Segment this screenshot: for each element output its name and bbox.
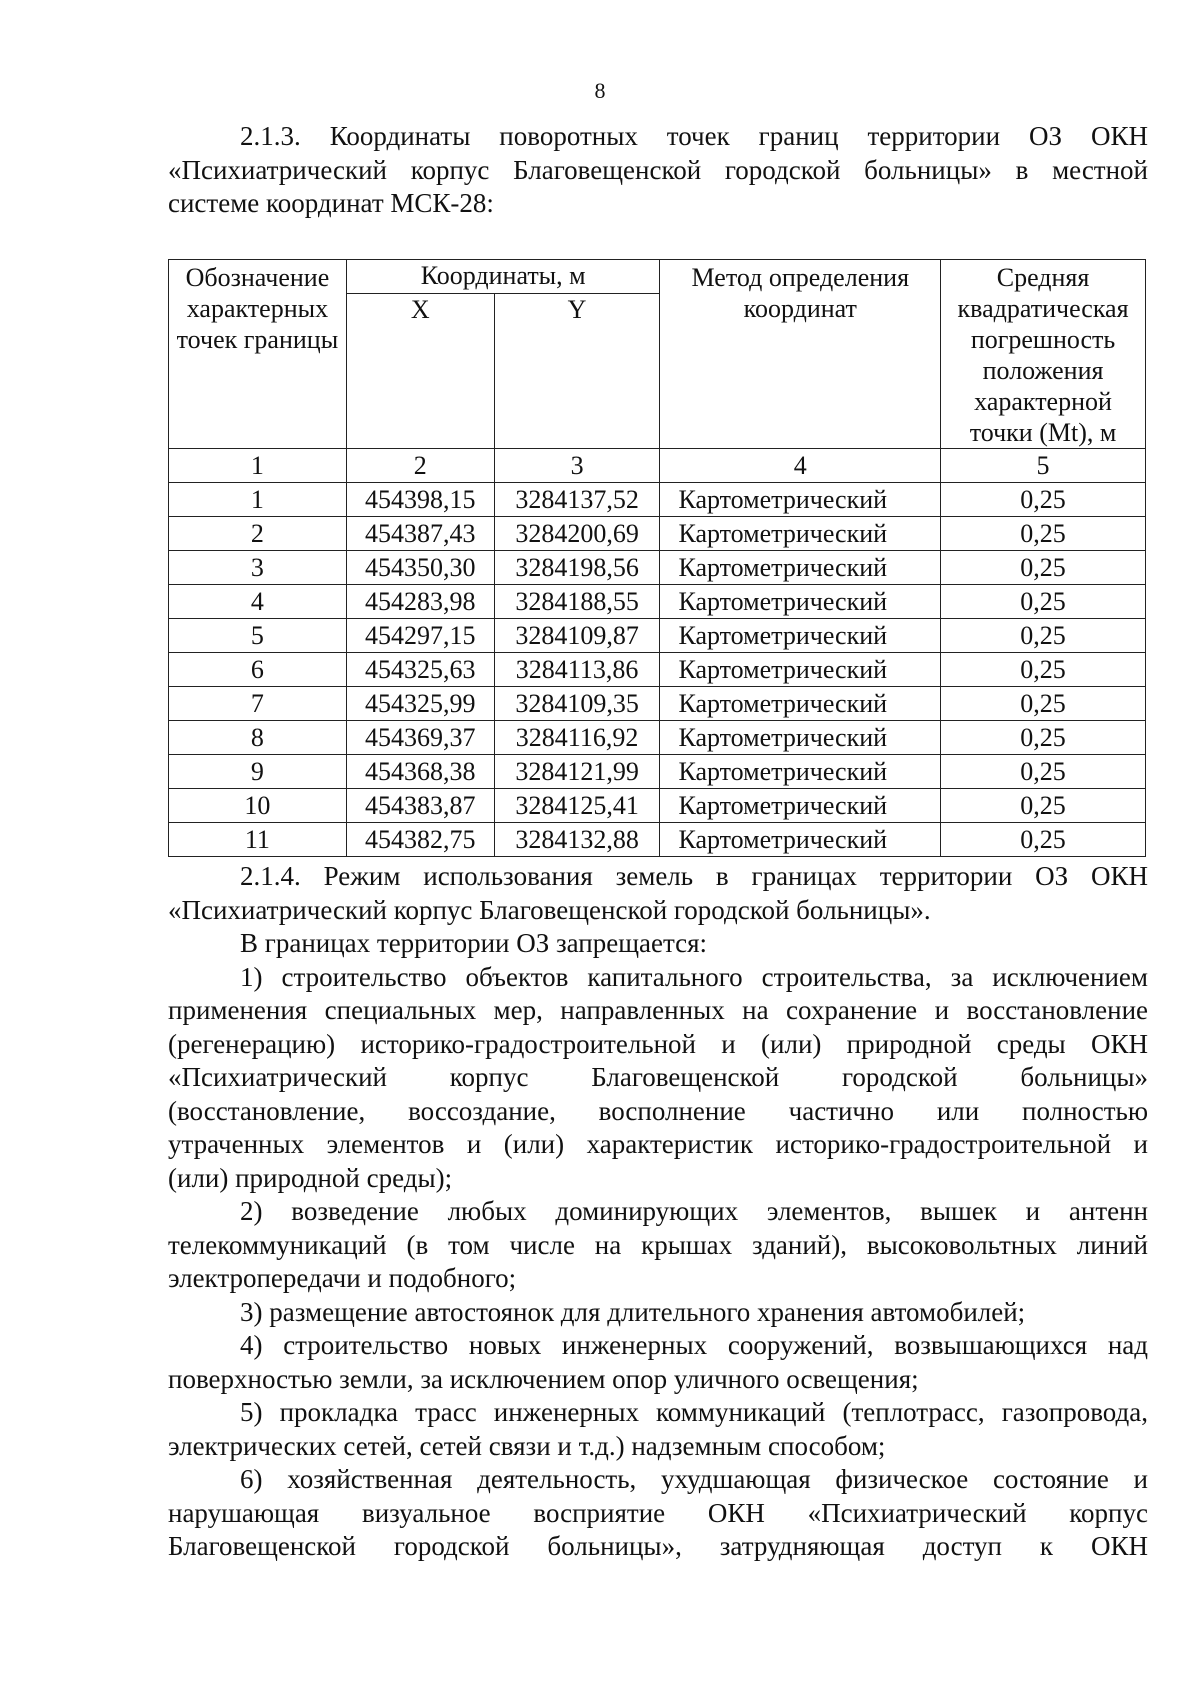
y-coordinate-cell: 3284109,35 [494,687,660,721]
y-coordinate-cell: 3284109,87 [494,619,660,653]
error-cell: 0,25 [941,551,1146,585]
table-row [169,585,1146,619]
header-mean-square-error: Средняя квадратическая погрешность положения характерной точки (Mt), м [941,260,1146,449]
point-number-cell: 8 [169,721,347,755]
table-row [169,653,1146,687]
method-cell: Картометрический [660,483,941,517]
text-line: нарушающая визуальное восприятие ОКН «Психиатрический корпус [168,1497,1148,1528]
text-line: (регенерацию) историко-градостроительной и (или) природной среды ОКН [168,1028,1148,1059]
prohibition-item-2 [168,1195,1148,1296]
text-line: «Психиатрический корпус Благовещенской городской больницы» [168,1062,1148,1092]
x-coordinate-cell: 454325,99 [346,687,494,721]
y-coordinate-cell: 3284188,55 [494,585,660,619]
text-line: электрических сетей, сетей связи и т.д.) надземным способом; [168,1430,886,1461]
point-number-cell: 1 [169,483,347,517]
method-cell: Картометрический [660,789,941,823]
text-line: (восстановление, воссоздание, восполнение частично или полностью [168,1095,1148,1126]
section-2-1-4 [168,860,1148,1564]
x-coordinate-cell: 454382,75 [346,823,494,857]
point-number-cell: 2 [169,517,347,551]
y-coordinate-cell: 3284132,88 [494,823,660,857]
text-line: 2) возведение любых доминирующих элементов, вышек и антенн [240,1196,1148,1226]
point-number-cell: 5 [169,619,347,653]
text-line: 1) строительство объектов капитального строительства, за исключением [240,961,1148,992]
text-line: 5) прокладка трасс инженерных коммуникаций (теплотрасс, газопровода, [240,1397,1148,1427]
prohibition-item-6 [168,1463,1148,1564]
error-cell: 0,25 [941,483,1146,517]
text-line: «Психиатрический корпус Благовещенской городской больницы» в местной [168,154,1148,185]
method-cell: Картометрический [660,517,941,551]
table-row [169,483,1146,517]
y-coordinate-cell: 3284121,99 [494,755,660,789]
method-cell: Картометрический [660,823,941,857]
method-cell: Картометрический [660,551,941,585]
x-coordinate-cell: 454297,15 [346,619,494,653]
y-coordinate-cell: 3284113,86 [494,653,660,687]
column-number: 2 [346,449,494,483]
section-2-1-3-intro [168,120,1148,221]
point-number-cell: 4 [169,585,347,619]
error-cell: 0,25 [941,585,1146,619]
prohibition-item-3 [168,1296,1148,1330]
method-cell: Картометрический [660,721,941,755]
column-number: 3 [494,449,660,483]
text-line: утраченных элементов и (или) характеристик историко-градостроительной и [168,1129,1148,1159]
text-line: применения специальных мер, направленных на сохранение и восстановление [168,995,1148,1025]
x-coordinate-cell: 454383,87 [346,789,494,823]
table-row [169,721,1146,755]
x-coordinate-cell: 454398,15 [346,483,494,517]
column-number-row [169,449,1146,483]
point-number-cell: 3 [169,551,347,585]
error-cell: 0,25 [941,755,1146,789]
text-line: 6) хозяйственная деятельность, ухудшающая физическое состояние и [240,1464,1148,1494]
table-row [169,551,1146,585]
prohibitions-intro: В границах территории ОЗ запрещается: [240,928,708,958]
error-cell: 0,25 [941,823,1146,857]
x-coordinate-cell: 454369,37 [346,721,494,755]
error-cell: 0,25 [941,721,1146,755]
point-number-cell: 7 [169,687,347,721]
x-coordinate-cell: 454283,98 [346,585,494,619]
page-number: 8 [594,78,606,103]
error-cell: 0,25 [941,653,1146,687]
coordinates-table [168,259,1146,857]
y-coordinate-cell: 3284116,92 [494,721,660,755]
header-point-designation: Обозначение характерных точек границы [169,260,347,449]
error-cell: 0,25 [941,517,1146,551]
header-method: Метод определения координат [660,260,941,449]
x-coordinate-cell: 454350,30 [346,551,494,585]
method-cell: Картометрический [660,619,941,653]
error-cell: 0,25 [941,687,1146,721]
column-number: 5 [941,449,1146,483]
table-row [169,755,1146,789]
column-number: 4 [660,449,941,483]
x-coordinate-cell: 454368,38 [346,755,494,789]
error-cell: 0,25 [941,789,1146,823]
y-coordinate-cell: 3284200,69 [494,517,660,551]
text-line: поверхностью земли, за исключением опор уличного освещения; [168,1363,919,1394]
error-cell: 0,25 [941,619,1146,653]
method-cell: Картометрический [660,653,941,687]
table-row [169,687,1146,721]
text-line: системе координат МСК-28: [168,188,494,218]
column-number: 1 [169,449,347,483]
x-coordinate-cell: 454325,63 [346,653,494,687]
text-line: 4) строительство новых инженерных сооружений, возвышающихся над [240,1330,1148,1360]
header-x: X [346,293,494,448]
prohibition-item-5 [168,1396,1148,1463]
table-row [169,619,1146,653]
method-cell: Картометрический [660,755,941,789]
point-number-cell: 10 [169,789,347,823]
text-line: электропередачи и подобного; [168,1263,517,1293]
x-coordinate-cell: 454387,43 [346,517,494,551]
y-coordinate-cell: 3284125,41 [494,789,660,823]
table-row [169,789,1146,823]
header-coordinates: Координаты, м [346,260,660,294]
prohibition-item-4 [168,1329,1148,1396]
point-number-cell: 9 [169,755,347,789]
method-cell: Картометрический [660,585,941,619]
header-y: Y [494,293,660,448]
text-line: Благовещенской городской больницы», затрудняющая доступ к ОКН [168,1531,1148,1561]
text-line: «Психиатрический корпус Благовещенской городской больницы». [168,894,931,925]
y-coordinate-cell: 3284198,56 [494,551,660,585]
text-line: (или) природной среды); [168,1162,453,1193]
prohibition-item-1 [168,961,1148,1196]
y-coordinate-cell: 3284137,52 [494,483,660,517]
point-number-cell: 11 [169,823,347,857]
point-number-cell: 6 [169,653,347,687]
table-row [169,823,1146,857]
text-line: телекоммуникаций (в том числе на крышах зданий), высоковольтных линий [168,1229,1148,1260]
text-line: 2.1.3. Координаты поворотных точек границ территории ОЗ ОКН [240,121,1148,151]
text-line: 3) размещение автостоянок для длительного хранения автомобилей; [240,1296,1026,1327]
method-cell: Картометрический [660,687,941,721]
table-row [169,517,1146,551]
text-line: 2.1.4. Режим использования земель в границах территории ОЗ ОКН [240,861,1148,891]
